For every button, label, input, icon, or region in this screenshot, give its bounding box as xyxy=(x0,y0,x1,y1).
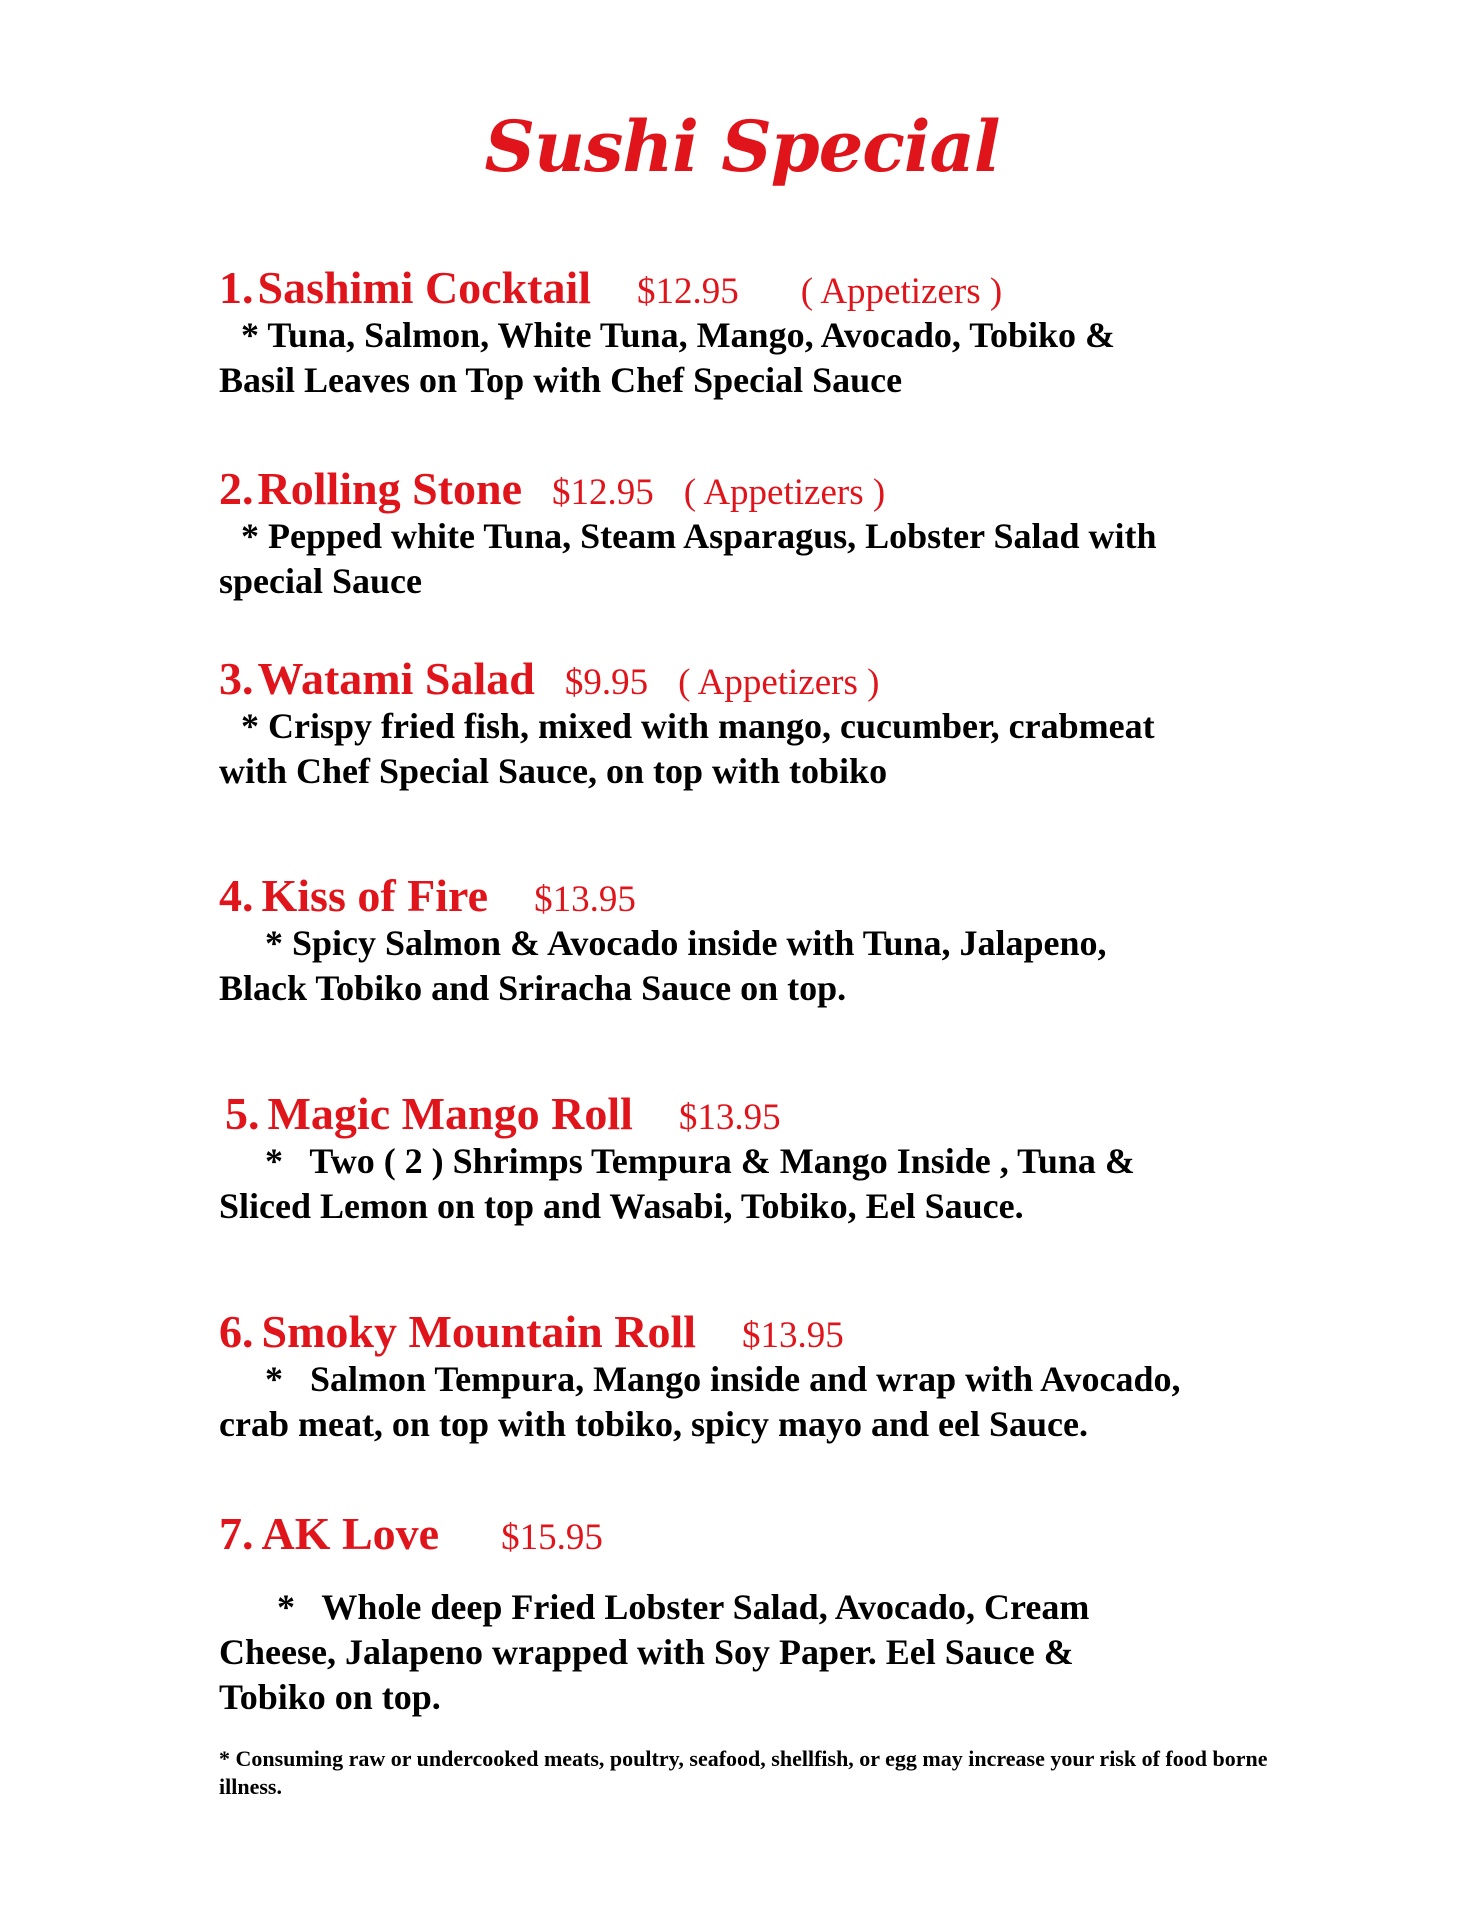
item-description xyxy=(219,313,1299,403)
menu-item-rolling-stone xyxy=(219,463,1299,604)
item-category-tag: ( Appetizers ) xyxy=(683,472,886,513)
description-line: with Chef Special Sauce, on top with tobiko xyxy=(219,751,888,791)
item-name: Sashimi Cocktail xyxy=(257,262,592,313)
description-line: Sliced Lemon on top and Wasabi, Tobiko, Eel Sauce. xyxy=(219,1186,1024,1226)
item-name: AK Love xyxy=(261,1508,440,1559)
menu-item-header xyxy=(219,1508,1299,1559)
description-line: Cheese, Jalapeno wrapped with Soy Paper. Eel Sauce & xyxy=(219,1632,1074,1672)
menu-item-header xyxy=(219,653,1299,704)
item-number: 3. xyxy=(219,653,254,704)
menu-item-header xyxy=(219,870,1299,921)
item-number: 1. xyxy=(219,262,254,313)
item-name: Rolling Stone xyxy=(257,463,523,514)
menu-item-header xyxy=(219,1306,1299,1357)
description-line: crab meat, on top with tobiko, spicy mayo and eel Sauce. xyxy=(219,1404,1089,1444)
description-line: * Pepped white Tuna, Steam Asparagus, Lobster Salad with xyxy=(241,516,1157,556)
description-line: Basil Leaves on Top with Chef Special Sauce xyxy=(219,360,903,400)
item-number: 2. xyxy=(219,463,254,514)
description-line: * Two ( 2 ) Shrimps Tempura & Mango Inside , Tuna & xyxy=(265,1141,1135,1181)
item-description xyxy=(219,1357,1299,1447)
menu-item-sashimi-cocktail xyxy=(219,262,1299,403)
item-category-tag: ( Appetizers ) xyxy=(800,271,1003,312)
item-price: $15.95 xyxy=(501,1517,603,1558)
description-line: * Salmon Tempura, Mango inside and wrap with Avocado, xyxy=(265,1359,1181,1399)
menu-item-header xyxy=(225,1088,1305,1139)
description-line: * Crispy fried fish, mixed with mango, cucumber, crabmeat xyxy=(241,706,1155,746)
item-number: 7. xyxy=(219,1508,254,1559)
item-price: $13.95 xyxy=(678,1097,781,1138)
menu-item-header xyxy=(219,463,1299,514)
item-price: $12.95 xyxy=(552,472,654,513)
item-name: Kiss of Fire xyxy=(261,870,489,921)
description-line: * Tuna, Salmon, White Tuna, Mango, Avocado, Tobiko & xyxy=(241,315,1116,355)
description-line: Black Tobiko and Sriracha Sauce on top. xyxy=(219,968,847,1008)
item-number: 4. xyxy=(219,870,254,921)
description-line: * Whole deep Fried Lobster Salad, Avocado, Cream xyxy=(277,1587,1090,1627)
menu-item-header xyxy=(219,262,1299,313)
menu-item-ak-love xyxy=(219,1508,1299,1720)
description-line: * Spicy Salmon & Avocado inside with Tuna, Jalapeno, xyxy=(265,923,1107,963)
menu-item-kiss-of-fire xyxy=(219,870,1299,1011)
item-name: Watami Salad xyxy=(257,653,535,704)
item-price: $13.95 xyxy=(534,879,636,920)
item-description xyxy=(219,921,1299,1011)
menu-item-watami-salad xyxy=(219,653,1299,794)
menu-title: Sushi Special xyxy=(484,105,1000,188)
item-description xyxy=(219,1139,1305,1229)
item-category-tag: ( Appetizers ) xyxy=(678,662,880,703)
item-price: $13.95 xyxy=(742,1315,844,1356)
description-line: Tobiko on top. xyxy=(219,1677,441,1717)
item-name: Smoky Mountain Roll xyxy=(261,1306,697,1357)
item-price: $9.95 xyxy=(564,662,649,703)
menu-item-magic-mango-roll xyxy=(219,1088,1305,1229)
item-number: 6. xyxy=(219,1306,254,1357)
item-description xyxy=(219,704,1299,794)
food-safety-disclaimer: * Consuming raw or undercooked meats, poultry, seafood, shellfish, or egg may increase your risk of food borne illness. xyxy=(219,1746,1268,1799)
item-description xyxy=(219,514,1299,604)
item-number: 5. xyxy=(225,1088,260,1139)
item-description xyxy=(219,1585,1299,1720)
description-line: special Sauce xyxy=(219,561,422,601)
menu-item-smoky-mountain-roll xyxy=(219,1306,1299,1447)
item-name: Magic Mango Roll xyxy=(267,1088,633,1139)
item-price: $12.95 xyxy=(637,271,739,312)
